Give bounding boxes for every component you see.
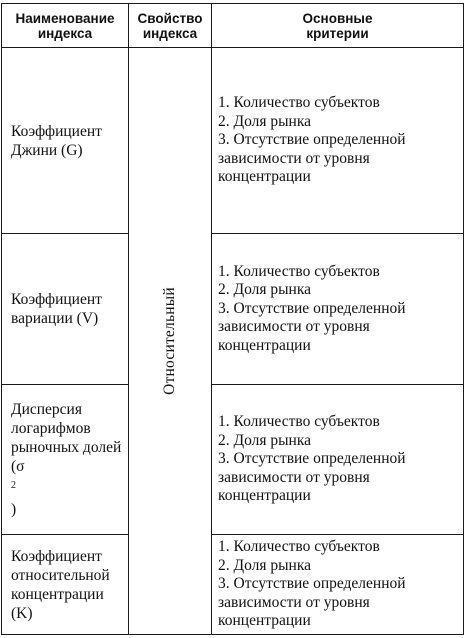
index-name-line: логарифмов bbox=[11, 420, 91, 438]
criteria-item: зависимости от уровня bbox=[218, 593, 370, 611]
table-row bbox=[2, 234, 464, 385]
superscript: 2 bbox=[11, 480, 16, 492]
index-name-cell bbox=[2, 535, 129, 635]
header-index-name: Наименование индекса bbox=[2, 4, 129, 48]
header-index-property: Свойство индекса bbox=[129, 4, 212, 48]
index-name-symbol-line bbox=[11, 457, 128, 518]
criteria-item: 1. Количество субъектов bbox=[218, 262, 380, 280]
criteria-item: 3. Отсутствие определенной bbox=[218, 299, 406, 317]
criteria-cell bbox=[212, 234, 464, 385]
criteria-cell bbox=[212, 535, 464, 635]
criteria-item: 3. Отсутствие определенной bbox=[218, 131, 406, 149]
header-row bbox=[2, 4, 464, 48]
index-name: Коэффициент вариации (V) bbox=[11, 291, 102, 327]
header-main-criteria: Основные критерии bbox=[212, 4, 464, 48]
criteria-cell bbox=[212, 48, 464, 234]
criteria-item: зависимости от уровня bbox=[218, 318, 370, 336]
property-cell bbox=[129, 48, 212, 635]
criteria-item: 2. Доля рынка bbox=[218, 556, 311, 574]
table-row bbox=[2, 385, 464, 535]
sigma-symbol: (σ bbox=[11, 458, 25, 476]
criteria-item: концентрации bbox=[218, 336, 311, 354]
criteria-cell bbox=[212, 385, 464, 535]
criteria-item: концентрации bbox=[218, 487, 311, 505]
index-name-cell bbox=[2, 234, 129, 385]
index-table bbox=[1, 3, 464, 635]
criteria-item: 2. Доля рынка bbox=[218, 431, 311, 449]
criteria-item: 2. Доля рынка bbox=[218, 281, 311, 299]
criteria-item: 3. Отсутствие определенной bbox=[218, 575, 406, 593]
criteria-item: зависимости от уровня bbox=[218, 468, 370, 486]
criteria-item: 1. Количество субъектов bbox=[218, 94, 380, 112]
table-row bbox=[2, 48, 464, 234]
criteria-item: 1. Количество субъектов bbox=[218, 413, 380, 431]
index-name: Коэффициент Джини (G) bbox=[11, 122, 102, 159]
index-name-cell bbox=[2, 385, 129, 535]
index-name: Коэффициент относительной концентрации (K) bbox=[11, 547, 110, 622]
criteria-item: 2. Доля рынка bbox=[218, 112, 311, 130]
criteria-item: концентрации bbox=[218, 612, 311, 630]
criteria-item: концентрации bbox=[218, 168, 311, 186]
property-label: Относительный bbox=[161, 287, 178, 395]
index-name-cell bbox=[2, 48, 129, 234]
criteria-item: 1. Количество субъектов bbox=[218, 538, 380, 556]
index-name-line: Дисперсия bbox=[11, 401, 82, 419]
close-paren: ) bbox=[11, 500, 17, 518]
index-name-line: рыночных долей bbox=[11, 439, 122, 457]
criteria-item: 3. Отсутствие определенной bbox=[218, 450, 406, 468]
criteria-item: зависимости от уровня bbox=[218, 149, 370, 167]
table-row bbox=[2, 535, 464, 635]
